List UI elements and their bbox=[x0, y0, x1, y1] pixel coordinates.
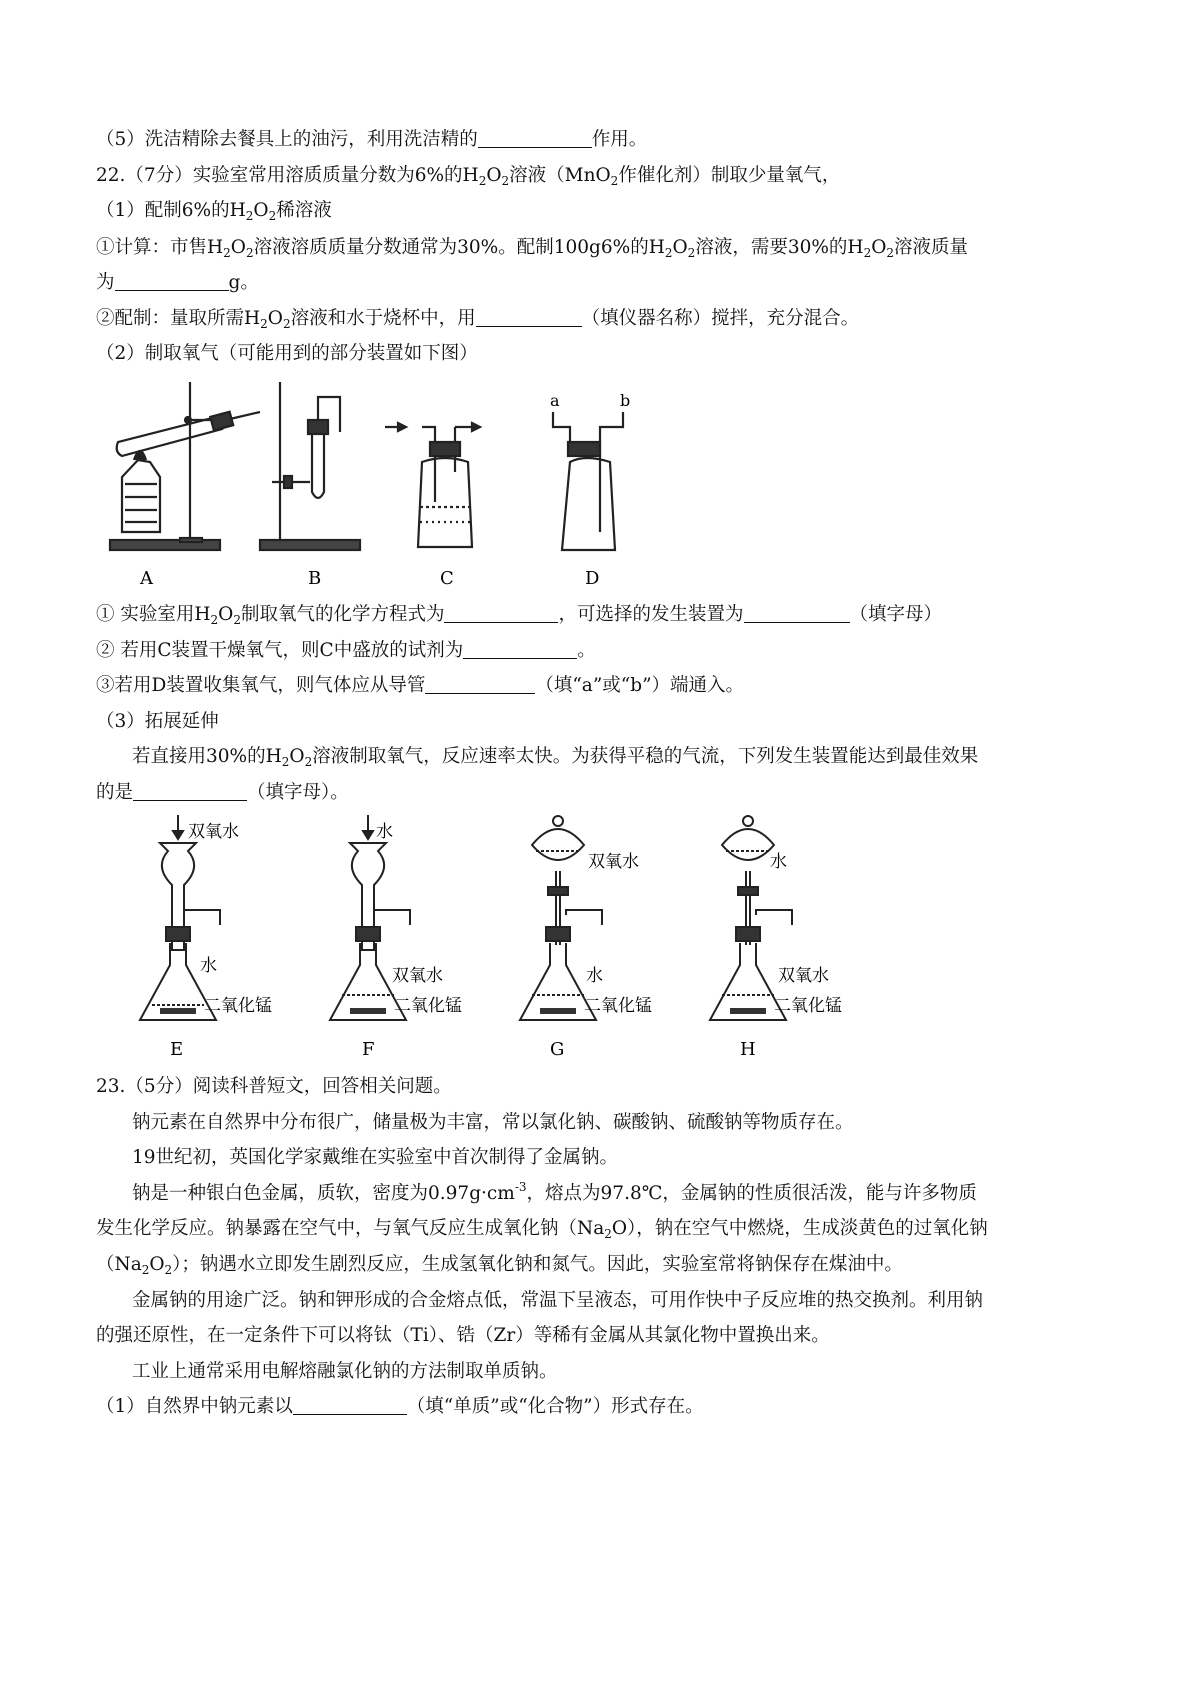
answer-blank[interactable] bbox=[476, 306, 582, 327]
q22-item2-line: ② 若用C装置干燥氧气，则C中盛放的试剂为 。 bbox=[96, 640, 596, 661]
label-mno2: 二氧化锰 bbox=[584, 996, 652, 1016]
label-mno2: 二氧化锰 bbox=[204, 996, 272, 1016]
q22-item3-line: ③若用D装置收集氧气，则气体应从导管 （填“a”或“b”）端通入。 bbox=[96, 675, 745, 696]
answer-blank[interactable] bbox=[115, 270, 229, 291]
apparatus-figure-abcd bbox=[100, 372, 660, 597]
apparatus-h bbox=[710, 816, 792, 1020]
label-a: A bbox=[140, 568, 153, 589]
label-h2o2: 双氧水 bbox=[188, 822, 239, 842]
answer-blank[interactable] bbox=[444, 602, 558, 623]
q22-part1-title: （1）配制6%的$H_2O_2$稀溶液 bbox=[96, 200, 332, 223]
answer-blank[interactable] bbox=[463, 638, 577, 659]
tube-label-a: a bbox=[550, 391, 560, 410]
apparatus-c bbox=[385, 423, 480, 547]
q23-para4-cont: 的强还原性，在一定条件下可以将钛（Ti）、锆（Zr）等稀有金属从其氯化物中置换出来。 bbox=[96, 1325, 830, 1346]
label-g: G bbox=[550, 1039, 565, 1060]
answer-blank[interactable] bbox=[293, 1394, 407, 1415]
label-h2o2: 双氧水 bbox=[392, 966, 443, 986]
answer-blank[interactable] bbox=[478, 127, 592, 148]
label-d: D bbox=[585, 568, 600, 589]
q21-5-line: （5）洗洁精除去餐具上的油污，利用洗洁精的 作用。 bbox=[96, 129, 648, 150]
apparatus-b bbox=[260, 382, 360, 550]
answer-blank[interactable] bbox=[744, 602, 850, 623]
q22-calc-answer-line: 为 g。 bbox=[96, 272, 259, 293]
apparatus-f bbox=[330, 815, 410, 1020]
answer-blank[interactable] bbox=[425, 673, 535, 694]
apparatus-e bbox=[140, 815, 220, 1020]
q22-calc-line: ①计算：市售$H_2O_2$溶液溶质质量分数通常为30%。配制100g6%的$H_2O_2$溶液，需要30%的$H_2O_2$溶液质量 bbox=[96, 237, 969, 260]
label-mno2: 二氧化锰 bbox=[774, 996, 842, 1016]
apparatus-a bbox=[110, 382, 260, 550]
q23-para2: 19世纪初，英国化学家戴维在实验室中首次制得了金属钠。 bbox=[132, 1147, 619, 1168]
q23-para5: 工业上通常采用电解熔融氯化钠的方法制取单质钠。 bbox=[132, 1361, 558, 1382]
label-mno2: 二氧化锰 bbox=[394, 996, 462, 1016]
apparatus-figure-efgh bbox=[130, 815, 870, 1065]
q22-extension-answer-line: 的是 （填字母）。 bbox=[96, 782, 349, 803]
q23-para3-cont2: $(Na_2O_2)$；钠遇水立即发生剧烈反应，生成氢氧化钠和氮气。因此，实验室常将钠保存在煤油中。 bbox=[96, 1254, 903, 1277]
label-h: H bbox=[740, 1039, 756, 1060]
q22-heading: 22.（7分）实验室常用溶质质量分数为6%的$H_2O_2$溶液（MnO$_2$作催化剂）制取少量氧气， bbox=[96, 165, 841, 188]
tube-label-b: b bbox=[620, 391, 631, 410]
label-c: C bbox=[440, 568, 454, 589]
q23-question1: （1）自然界中钠元素以 （填“单质”或“化合物”）形式存在。 bbox=[96, 1396, 704, 1417]
q22-item1-line: ① 实验室用$H_2O_2$制取氧气的化学方程式为 ，可选择的发生装置为 （填字母） bbox=[96, 604, 943, 627]
q23-para3: 钠是一种银白色金属，质软，密度为$0.97g\cdot cm^{-3}$，熔点为97.8℃，金属钠的性质很活泼，能与许多物质 bbox=[132, 1180, 977, 1204]
q22-prepare-line: ②配制：量取所需$H_2O_2$溶液和水于烧杯中，用 （填仪器名称）搅拌，充分混合。 bbox=[96, 308, 860, 331]
label-water: 水 bbox=[770, 852, 787, 872]
q22-part3-title: （3）拓展延伸 bbox=[96, 711, 219, 732]
label-h2o2: 双氧水 bbox=[778, 966, 829, 986]
label-water: 水 bbox=[200, 956, 217, 976]
q23-para1: 钠元素在自然界中分布很广，储量极为丰富，常以氯化钠、碳酸钠、硫酸钠等物质存在。 bbox=[132, 1112, 854, 1133]
label-h2o2: 双氧水 bbox=[588, 852, 639, 872]
answer-blank[interactable] bbox=[133, 780, 247, 801]
label-water: 水 bbox=[586, 966, 603, 986]
label-b: B bbox=[308, 568, 322, 589]
q22-extension-line: 若直接用30%的$H_2O_2$溶液制取氧气，反应速率太快。为获得平稳的气流，下列发生装置能达到最佳效果 bbox=[132, 746, 979, 769]
q23-para4: 金属钠的用途广泛。钠和钾形成的合金熔点低，常温下呈液态，可用作快中子反应堆的热交换剂。利用钠 bbox=[132, 1290, 984, 1311]
q23-heading: 23.（5分）阅读科普短文，回答相关问题。 bbox=[96, 1076, 452, 1097]
label-water: 水 bbox=[376, 822, 393, 842]
apparatus-d bbox=[553, 412, 623, 550]
apparatus-g bbox=[520, 816, 602, 1020]
q23-para3-cont: 发生化学反应。钠暴露在空气中，与氧气反应生成氧化钠$(Na_2O)$，钠在空气中燃烧，生成淡黄色的过氧化钠 bbox=[96, 1218, 988, 1241]
label-f: F bbox=[362, 1039, 375, 1060]
label-e: E bbox=[170, 1039, 184, 1060]
q22-part2-title: （2）制取氧气（可能用到的部分装置如下图） bbox=[96, 343, 478, 364]
